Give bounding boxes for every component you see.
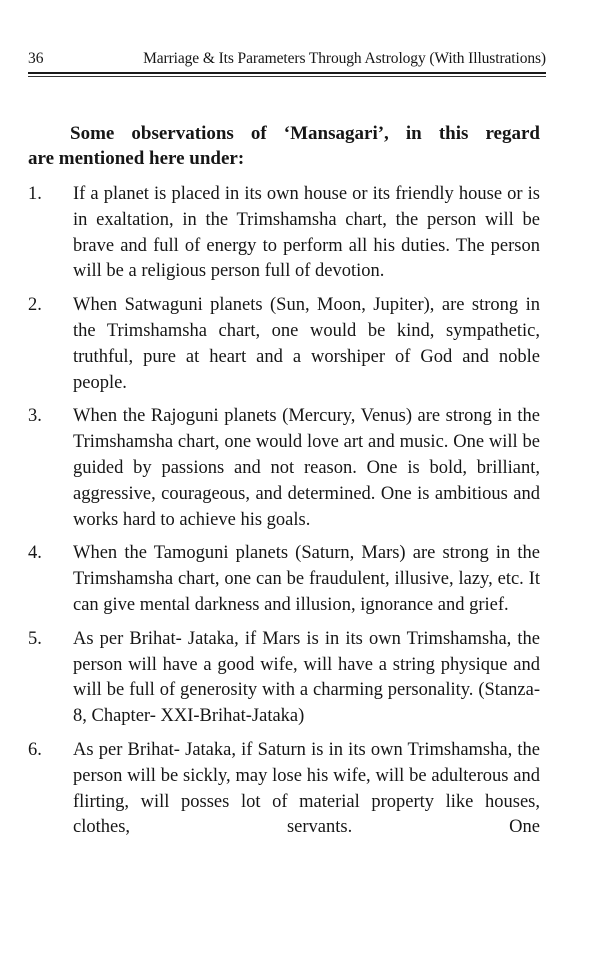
list-item-text: As per Brihat- Jataka, if Saturn is in its own Trimshamsha, the person will be sickly, may lose his wife, will be adulterous and flirting, will posses lot of material property like houses, clothes, servants. One [73, 739, 540, 838]
list-item-number: 5. [28, 628, 42, 649]
running-title: Marriage & Its Parameters Through Astrology (With Illustrations) [143, 50, 546, 67]
list-item [28, 627, 540, 730]
page-number: 36 [28, 50, 44, 67]
list-item-text: If a planet is placed in its own house or its friendly house or is in exaltation, in the Trimshamsha chart, the person will be brave and full of energy to perform all his duties. The person will be a religious person full of devotion. [73, 184, 540, 282]
list-item [28, 738, 540, 841]
list-item-text: When Satwaguni planets (Sun, Moon, Jupiter), are strong in the Trimshamsha chart, one would be kind, sympathetic, truthful, pure at heart and a worshiper of God and noble people. [73, 295, 540, 393]
intro-line-1: Some observations of ‘Mansagari’, in this regard [70, 123, 540, 144]
numbered-list [28, 182, 540, 849]
list-item-number: 6. [28, 739, 42, 760]
header-rule-thin [28, 76, 546, 77]
list-item-number: 3. [28, 406, 42, 427]
list-item [28, 182, 540, 285]
list-item-text: When the Rajoguni planets (Mercury, Venus) are strong in the Trimshamsha chart, one would love art and music. One will be guided by passions and not reason. One is bold, brilliant, aggressive, courageous, and determined. One is ambitious and works hard to achieve his goals. [73, 406, 540, 530]
list-item [28, 404, 540, 533]
list-item-number: 4. [28, 543, 42, 564]
intro-line-2: are mentioned here under: [28, 148, 245, 169]
list-item [28, 541, 540, 618]
header-rule-thick [28, 72, 546, 74]
list-item-text: When the Tamoguni planets (Saturn, Mars) are strong in the Trimshamsha chart, one can be fraudulent, illusive, lazy, etc. It can give mental darkness and illusion, ignorance and grief. [73, 543, 540, 615]
list-item-text: As per Brihat- Jataka, if Mars is in its own Trimshamsha, the person will have a good wife, will have a string physique and will be full of generosity with a charming personality. (Stanza- 8, Chapter- XXI-Brihat-Jataka) [73, 628, 540, 727]
intro-heading [28, 121, 540, 171]
list-item-number: 1. [28, 184, 42, 204]
list-item-number: 2. [28, 295, 42, 316]
list-item [28, 293, 540, 396]
